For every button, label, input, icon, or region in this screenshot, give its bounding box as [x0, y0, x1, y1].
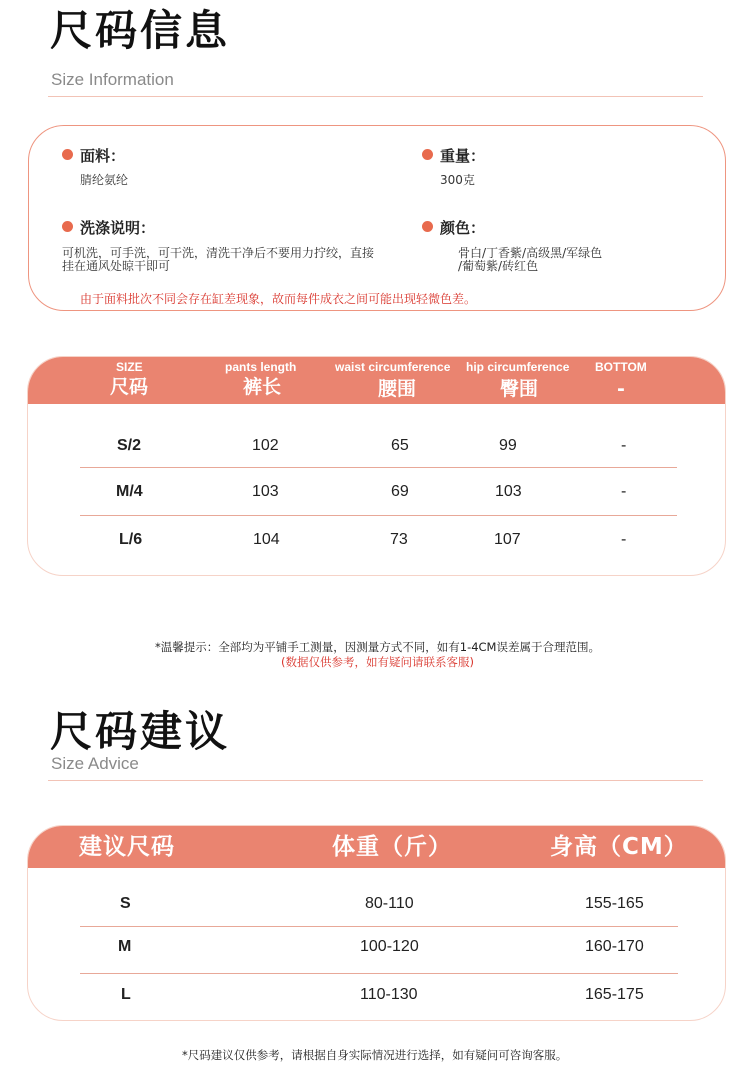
- fabric-label: 面料：: [62, 149, 125, 164]
- bullet-dot-icon: [62, 149, 73, 160]
- table-cell-size: L/6: [119, 531, 143, 548]
- reference-note: (数据仅供参考，如有疑问请联系客服): [281, 655, 474, 669]
- advice-cell-weight: 80-110: [365, 895, 414, 912]
- row-divider: [80, 467, 677, 468]
- table-cell-hip: 103: [495, 483, 522, 500]
- color-label: 颜色：: [422, 221, 485, 236]
- header-recommended-size: 建议尺码: [79, 834, 175, 860]
- bullet-dot-icon: [422, 221, 433, 232]
- table-cell-size: S/2: [117, 437, 142, 454]
- advice-cell-height: 165-175: [585, 986, 644, 1003]
- advice-footnote: *尺码建议仅供参考，请根据自身实际情况进行选择，如有疑问可咨询客服。: [182, 1048, 568, 1062]
- advice-cell-height: 155-165: [585, 895, 644, 912]
- header-hip-en: hip circumference: [466, 360, 570, 374]
- table-cell-length: 102: [252, 437, 279, 454]
- table-cell-bottom: -: [621, 531, 627, 548]
- header-height: 身高（CM）: [550, 834, 688, 860]
- advice-subtitle: Size Advice: [51, 754, 139, 773]
- size-advice-table: [27, 825, 726, 1021]
- row-divider: [80, 926, 678, 927]
- color-value-line2: /葡萄紫/砖红色: [458, 259, 539, 273]
- size-table-header: [28, 357, 725, 404]
- advice-divider: [48, 780, 703, 781]
- table-cell-waist: 69: [391, 483, 409, 500]
- weight-label: 重量：: [422, 149, 485, 164]
- weight-value: 300克: [440, 173, 475, 187]
- header-length-en: pants length: [225, 360, 297, 374]
- page-subtitle: Size Information: [51, 70, 174, 89]
- advice-cell-weight: 110-130: [360, 986, 418, 1003]
- size-table: [27, 356, 726, 576]
- page-title: 尺码信息: [50, 6, 231, 55]
- advice-title: 尺码建议: [50, 707, 231, 756]
- table-cell-size: M/4: [116, 483, 143, 500]
- header-bottom-cn: -: [617, 378, 625, 400]
- header-bottom-en: BOTTOM: [595, 360, 647, 374]
- table-cell-length: 104: [253, 531, 280, 548]
- wash-value-line2: 挂在通风处晾干即可: [62, 259, 171, 273]
- row-divider: [80, 973, 678, 974]
- header-length-cn: 裤长: [243, 376, 282, 398]
- table-cell-hip: 99: [499, 437, 517, 454]
- table-cell-waist: 73: [390, 531, 408, 548]
- table-cell-length: 103: [252, 483, 279, 500]
- header-waist-cn: 腰围: [378, 378, 417, 400]
- advice-cell-size: M: [118, 938, 132, 955]
- wash-label: 洗涤说明：: [62, 221, 155, 236]
- table-cell-bottom: -: [621, 483, 627, 500]
- bullet-dot-icon: [422, 149, 433, 160]
- header-size-en: SIZE: [116, 360, 143, 374]
- advice-cell-weight: 100-120: [360, 938, 419, 955]
- advice-cell-size: L: [121, 986, 131, 1003]
- table-cell-bottom: -: [621, 437, 627, 454]
- bullet-dot-icon: [62, 221, 73, 232]
- row-divider: [80, 515, 677, 516]
- color-value-line1: 骨白/丁香紫/高级黑/军绿色: [458, 246, 603, 260]
- advice-cell-height: 160-170: [585, 938, 644, 955]
- table-cell-hip: 107: [494, 531, 521, 548]
- table-cell-waist: 65: [391, 437, 409, 454]
- wash-value-line1: 可机洗，可手洗，可干洗，清洗干净后不要用力拧绞，直接: [62, 246, 375, 260]
- measurement-tip: *温馨提示：全部均为平铺手工测量，因测量方式不同，如有1-4CM误差属于合理范围。: [155, 640, 600, 654]
- advice-cell-size: S: [120, 895, 131, 912]
- header-hip-cn: 臀围: [500, 378, 539, 400]
- color-difference-notice: 由于面料批次不同会存在缸差现象，故而每件成衣之间可能出现轻微色差。: [80, 292, 477, 306]
- header-waist-en: waist circumference: [335, 360, 451, 374]
- advice-table-header: [28, 826, 725, 868]
- fabric-value: 腈纶氨纶: [80, 173, 129, 187]
- fabric-info-card: [28, 125, 726, 311]
- header-size-cn: 尺码: [110, 376, 149, 398]
- header-weight: 体重（斤）: [332, 834, 452, 860]
- title-divider: [48, 96, 703, 97]
